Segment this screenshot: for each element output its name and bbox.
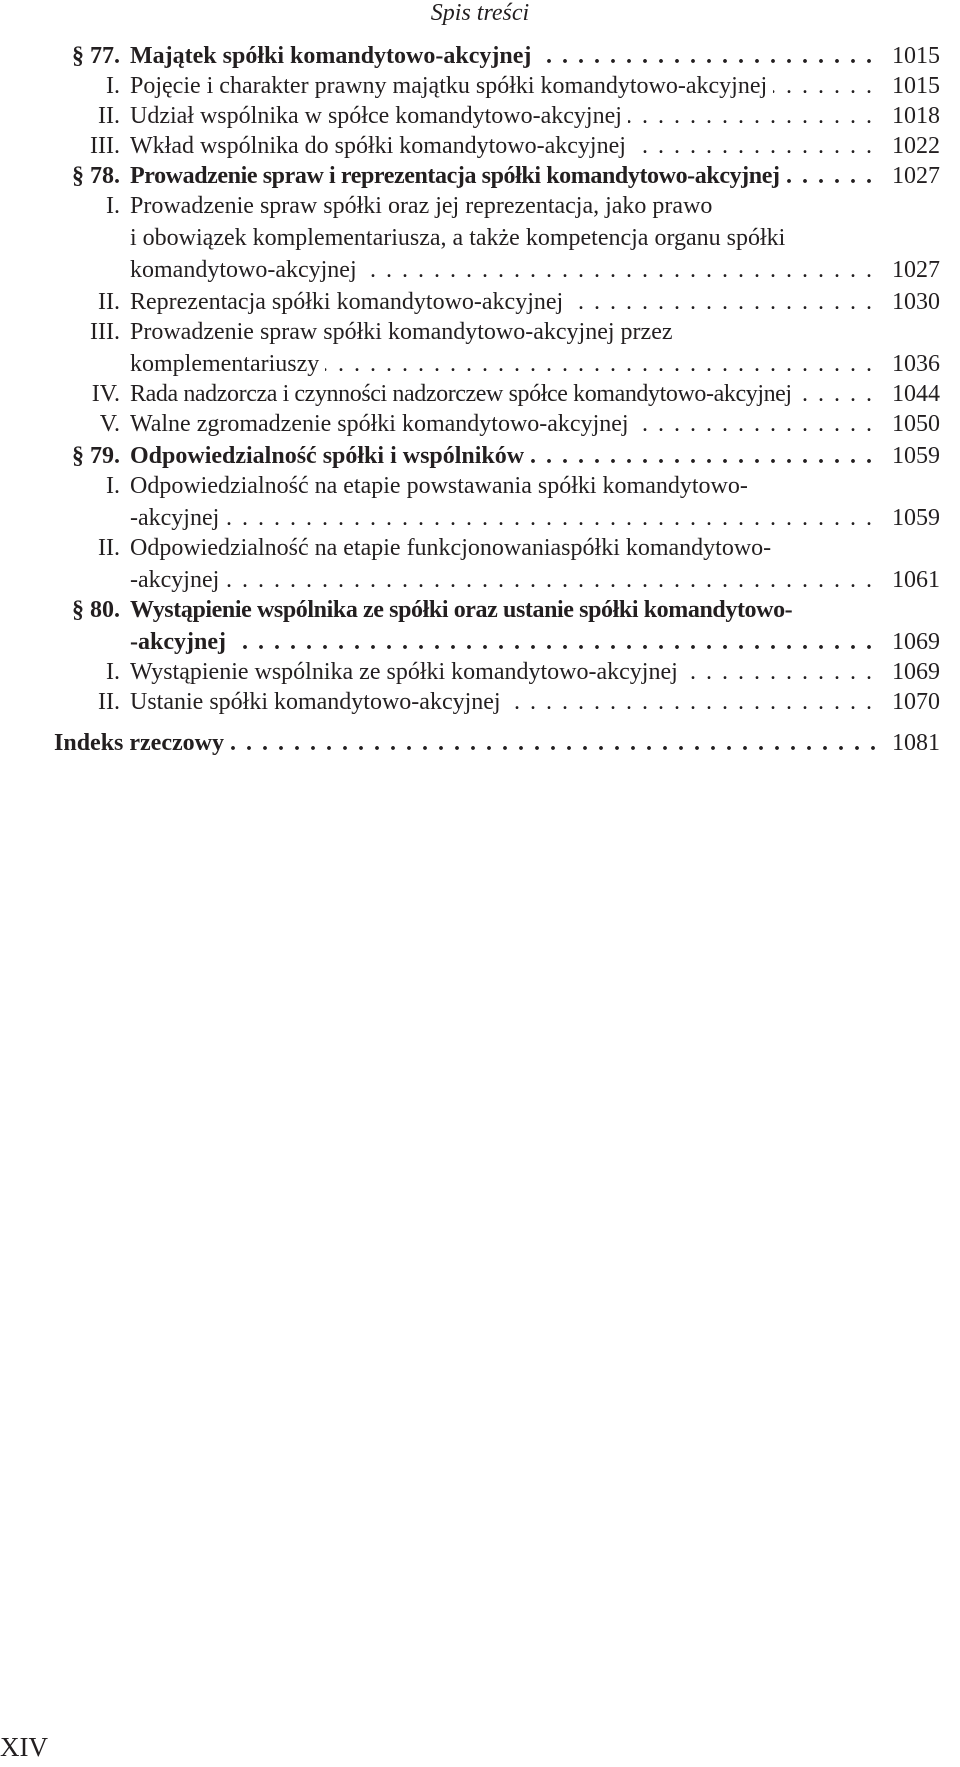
toc-entry[interactable] — [0, 316, 960, 380]
entry-title: Rada nadzorcza i czynności nadzorczew spółce komandytowo-akcyjnej — [130, 381, 798, 407]
entry-number: II. — [98, 103, 120, 129]
entry-title-line-1: Prowadzenie spraw spółki oraz jej reprezentacja, jako prawo — [130, 193, 713, 219]
toc-section-78[interactable] — [0, 160, 960, 192]
entry-title-line-2: i obowiązek komplementariusza, a także kompetencja organu spółki — [130, 225, 786, 251]
entry-number: I. — [106, 659, 120, 685]
toc-entry[interactable] — [0, 470, 960, 534]
page-number: 1050 — [892, 411, 940, 437]
section-number: § 77. — [72, 43, 120, 69]
entry-title-line-2: komplementariuszy — [130, 351, 325, 377]
page-number: 1081 — [892, 730, 940, 756]
section-title: Majątek spółki komandytowo-akcyjnej — [130, 43, 537, 69]
entry-number: II. — [98, 689, 120, 715]
toc-index-entry[interactable] — [0, 727, 960, 759]
page-number: 1027 — [892, 163, 940, 189]
toc-entry[interactable] — [0, 378, 960, 410]
entry-title-line-3: komandytowo-akcyjnej — [130, 257, 363, 283]
entry-number: I. — [106, 193, 120, 219]
toc-entry[interactable] — [0, 408, 960, 440]
entry-number: I. — [106, 473, 120, 499]
page-number: 1015 — [892, 73, 940, 99]
entry-number: III. — [90, 133, 120, 159]
entry-title: Wkład wspólnika do spółki komandytowo-akcyjnej — [130, 133, 632, 159]
toc-entry[interactable] — [0, 70, 960, 102]
toc-entry[interactable] — [0, 190, 960, 286]
entry-title-line-1: Odpowiedzialność na etapie funkcjonowaniaspółki komandytowo- — [130, 535, 772, 561]
toc-entry[interactable] — [0, 130, 960, 162]
section-title-line-2: -akcyjnej — [130, 629, 232, 655]
page-number: 1044 — [892, 381, 940, 407]
section-number: § 80. — [72, 597, 120, 623]
section-number: § 79. — [72, 443, 120, 469]
entry-number: V. — [99, 411, 120, 437]
page-number: 1070 — [892, 689, 940, 715]
entry-title: Udział wspólnika w spółce komandytowo-akcyjnej — [130, 103, 628, 129]
entry-title-line-2: -akcyjnej — [130, 505, 225, 531]
page-number: 1015 — [892, 43, 940, 69]
page-number: 1059 — [892, 505, 940, 531]
page-number: 1069 — [892, 629, 940, 655]
entry-number: I. — [106, 73, 120, 99]
page-number: 1027 — [892, 257, 940, 283]
entry-title: Pojęcie i charakter prawny majątku spółki komandytowo-akcyjnej — [130, 73, 773, 99]
entry-title: Wystąpienie wspólnika ze spółki komandytowo-akcyjnej — [130, 659, 684, 685]
entry-number: III. — [90, 319, 120, 345]
page-number: 1036 — [892, 351, 940, 377]
page-number: 1069 — [892, 659, 940, 685]
entry-title-line-1: Odpowiedzialność na etapie powstawania spółki komandytowo- — [130, 473, 748, 499]
entry-title-line-2: -akcyjnej — [130, 567, 225, 593]
section-title: Odpowiedzialność spółki i wspólników — [130, 443, 530, 469]
toc-entry[interactable] — [0, 532, 960, 596]
toc-entry[interactable] — [0, 286, 960, 318]
index-title: Indeks rzeczowy — [54, 730, 230, 756]
entry-title-line-1: Prowadzenie spraw spółki komandytowo-akcyjnej przez — [130, 319, 673, 345]
page-number: 1022 — [892, 133, 940, 159]
entry-number: II. — [98, 535, 120, 561]
toc-entry[interactable] — [0, 100, 960, 132]
running-head: Spis treści — [430, 0, 530, 26]
toc-entry[interactable] — [0, 656, 960, 688]
page-number: 1061 — [892, 567, 940, 593]
toc-section-77[interactable] — [0, 40, 960, 72]
page-folio: XIV — [0, 1732, 48, 1762]
toc-entry[interactable] — [0, 686, 960, 718]
entry-title: Ustanie spółki komandytowo-akcyjnej — [130, 689, 507, 715]
page-number: 1018 — [892, 103, 940, 129]
page-number: 1059 — [892, 443, 940, 469]
entry-number: IV. — [91, 381, 120, 407]
toc-section-79[interactable] — [0, 440, 960, 472]
entry-title: Walne zgromadzenie spółki komandytowo-akcyjnej — [130, 411, 635, 437]
entry-number: II. — [98, 289, 120, 315]
toc-section-80[interactable] — [0, 594, 960, 658]
entry-title: Reprezentacja spółki komandytowo-akcyjnej — [130, 289, 569, 315]
section-title: Prowadzenie spraw i reprezentacja spółki komandytowo-akcyjnej — [130, 163, 786, 189]
page-number: 1030 — [892, 289, 940, 315]
section-title-line-1: Wystąpienie wspólnika ze spółki oraz ustanie spółki komandytowo- — [130, 597, 793, 623]
section-number: § 78. — [72, 163, 120, 189]
